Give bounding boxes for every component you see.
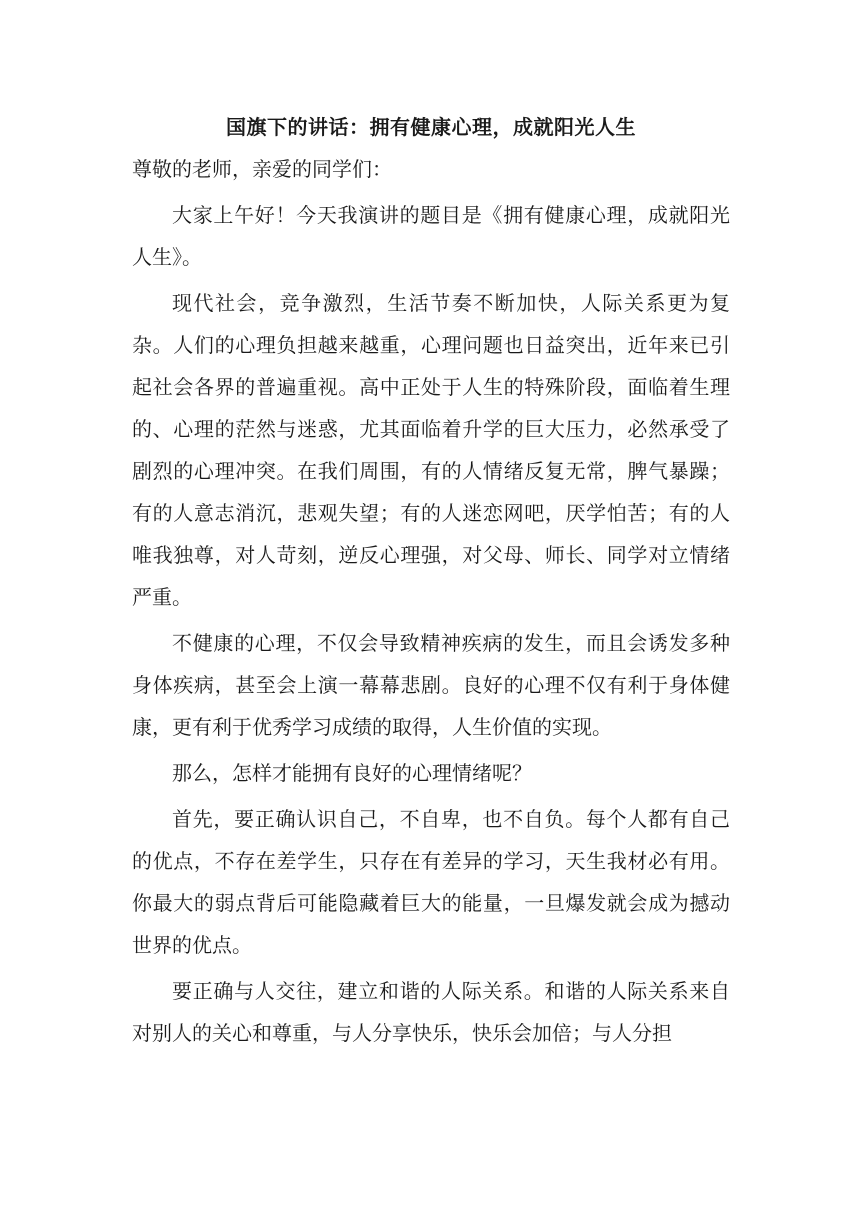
paragraph-relationships: 要正确与人交往，建立和谐的人际关系。和谐的人际关系来自对别人的关心和尊重，与人分享快乐，快乐会加倍；与人分担 [132, 979, 730, 1045]
paragraph-know-yourself: 首先，要正确认识自己，不自卑，也不自负。每个人都有自己的优点，不存在差学生，只存在有差异的学习，天生我材必有用。你最大的弱点背后可能隐藏着巨大的能量，一旦爆发就会成为撼动世界的优点。 [132, 807, 730, 957]
document-page [132, 100, 730, 1058]
paragraph-question: 那么，怎样才能拥有良好的心理情绪呢？ [172, 761, 532, 785]
paragraph-greeting: 大家上午好！今天我演讲的题目是《拥有健康心理，成就阳光人生》。 [132, 203, 730, 269]
paragraph-modern-society: 现代社会，竞争激烈，生活节奏不断加快，人际关系更为复杂。人们的心理负担越来越重，心理问题也日益突出，近年来已引起社会各界的普遍重视。高中正处于人生的特殊阶段，面临着生理的、心理的茫然与迷惑，尤其面临着升学的巨大压力，必然承受了剧烈的心理冲突。在我们周围，有的人情绪反复无常，脾气暴躁；有的人意志消沉，悲观失望；有的人迷恋网吧，厌学怕苦；有的人唯我独尊，对人苛刻，逆反心理强，对父母、师长、同学对立情绪严重。 [132, 291, 730, 609]
paragraph-unhealthy-psychology: 不健康的心理，不仅会导致精神疾病的发生，而且会诱发多种身体疾病，甚至会上演一幕幕悲剧。良好的心理不仅有利于身体健康，更有利于优秀学习成绩的取得，人生价值的实现。 [132, 631, 730, 739]
salutation: 尊敬的老师，亲爱的同学们： [132, 157, 392, 181]
document-title: 国旗下的讲话：拥有健康心理，成就阳光人生 [226, 115, 636, 139]
